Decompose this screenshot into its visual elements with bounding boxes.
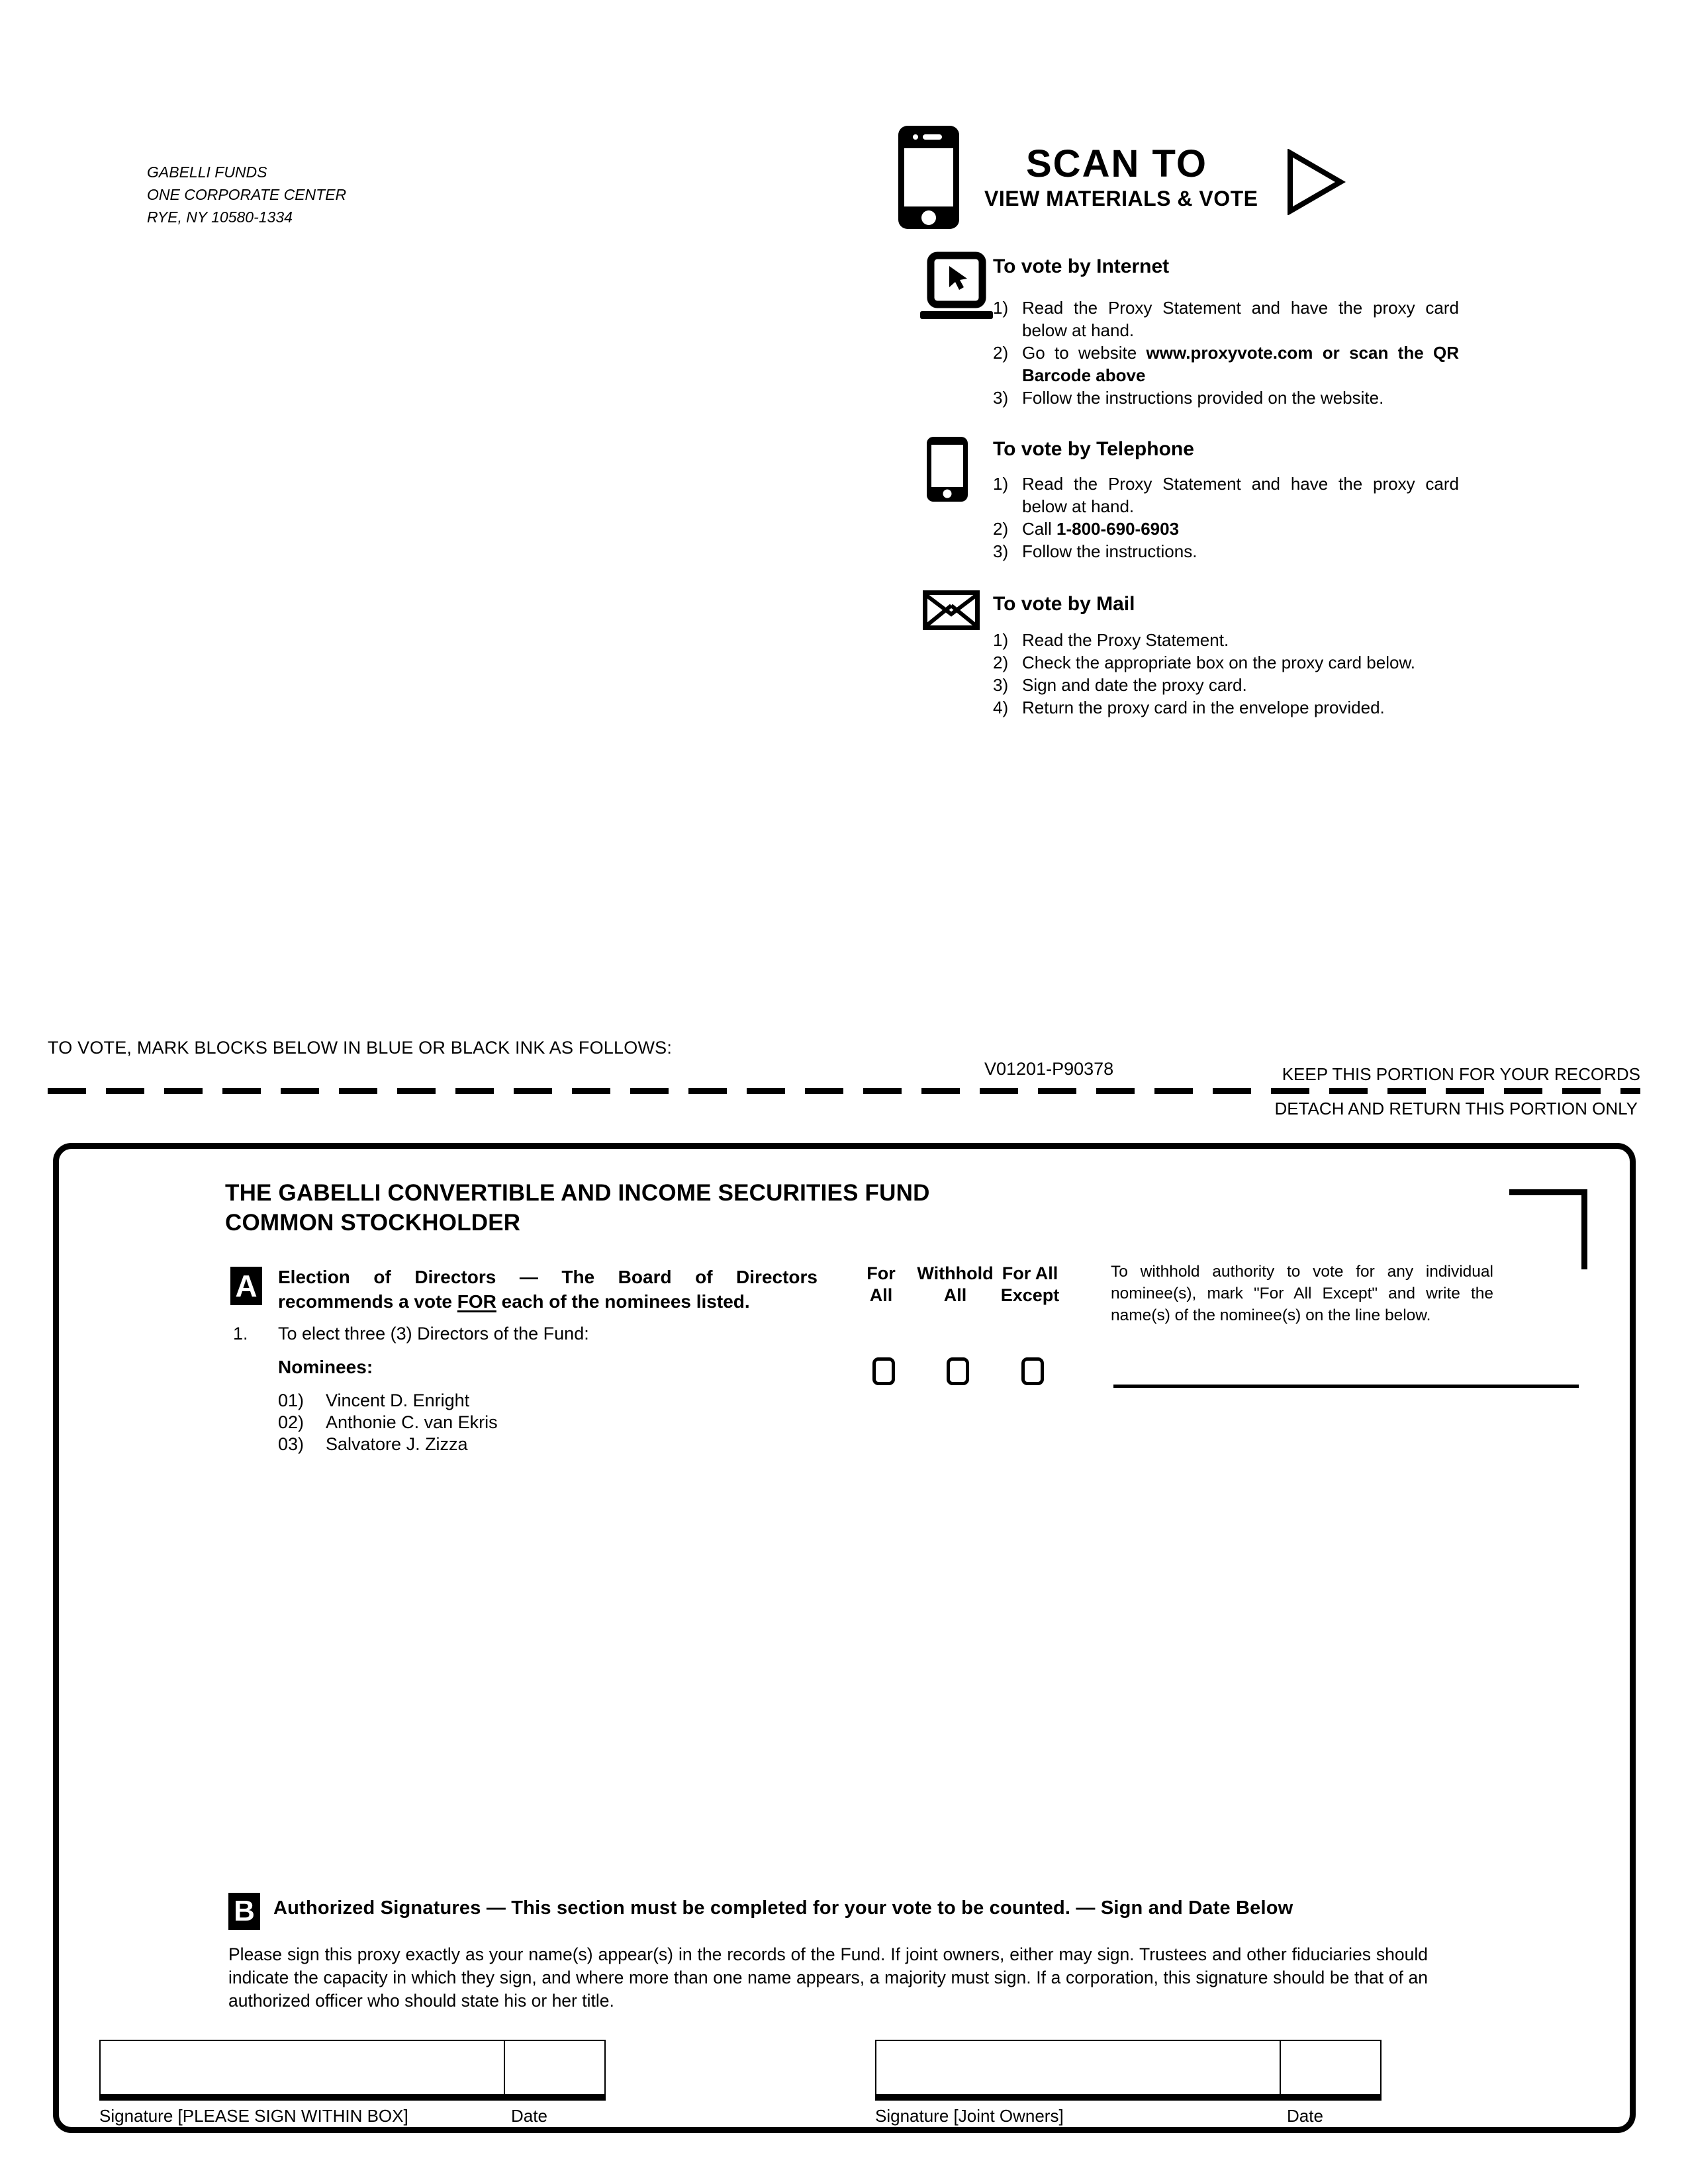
step-number: 2)	[993, 653, 1009, 672]
section-a-heading-line2	[278, 1289, 818, 1314]
detach-dashed-line	[48, 1088, 1640, 1094]
sender-name: GABELLI FUNDS	[147, 163, 267, 181]
step-text	[1022, 629, 1459, 651]
internet-step-3	[993, 387, 1483, 409]
play-triangle-icon	[1286, 149, 1346, 218]
proposal-text: To elect three (3) Directors of the Fund:	[278, 1324, 589, 1343]
step-text-part: Read the Proxy Statement and have the proxy card below at hand.	[1022, 474, 1459, 516]
internet-step-2	[993, 341, 1483, 387]
internet-step-1	[993, 296, 1483, 341]
sender-address	[147, 161, 346, 228]
step-number: 3)	[993, 541, 1009, 561]
nominees-label: Nominees:	[278, 1357, 373, 1377]
step-text-part: Read the Proxy Statement and have the proxy card below at hand.	[1022, 298, 1459, 340]
step-text-part: Call	[1022, 519, 1057, 539]
mark-instruction: TO VOTE, MARK BLOCKS BELOW IN BLUE OR BLACK INK AS FOLLOWS:	[48, 1038, 673, 1058]
signature-field-2[interactable]	[876, 2041, 1280, 2094]
column-header-line: Except	[1000, 1285, 1060, 1305]
column-header-withhold-all	[915, 1263, 995, 1306]
step-number: 1)	[993, 298, 1009, 318]
nominee-row-3	[278, 1433, 468, 1455]
internet-heading: To vote by Internet	[993, 255, 1170, 277]
step-number: 2)	[993, 343, 1009, 363]
nominee-name: Anthonie C. van Ekris	[326, 1412, 498, 1432]
step-number: 4)	[993, 698, 1009, 717]
scan-banner-subtitle: VIEW MATERIALS & VOTE	[984, 187, 1258, 210]
nominee-name: Salvatore J. Zizza	[326, 1434, 468, 1454]
step-text-part: Return the proxy card in the envelope provided.	[1022, 698, 1385, 717]
step-number: 3)	[993, 388, 1009, 408]
step-text	[1022, 651, 1459, 674]
step-text	[1022, 473, 1459, 518]
envelope-icon	[923, 590, 980, 633]
checkbox-for-all-except[interactable]	[1021, 1357, 1044, 1385]
step-text	[1022, 296, 1459, 341]
mail-steps	[993, 629, 1483, 719]
nominee-number: 01)	[278, 1390, 305, 1410]
step-number: 3)	[993, 675, 1009, 695]
signature-2-label: Signature [Joint Owners]	[875, 2106, 1064, 2126]
sender-city: RYE, NY 10580-1334	[147, 208, 293, 226]
detach-portion-note: DETACH AND RETURN THIS PORTION ONLY	[1274, 1099, 1638, 1118]
corner-mark	[1581, 1189, 1587, 1269]
nominee-name: Vincent D. Enright	[326, 1390, 470, 1410]
signature-box-2	[875, 2040, 1382, 2101]
signature-field-1[interactable]	[101, 2041, 504, 2094]
section-a-heading	[278, 1265, 818, 1314]
proxyvote-url: www.proxyvote.com or scan the QR Barcode above	[1022, 343, 1459, 385]
mail-step-3	[993, 674, 1483, 696]
internet-steps	[993, 296, 1483, 409]
control-number: V01201-P90378	[984, 1059, 1114, 1079]
nominee-number: 02)	[278, 1412, 305, 1432]
phone-icon	[927, 437, 968, 505]
laptop-cursor-icon	[920, 251, 993, 322]
step-text-part: Read the Proxy Statement.	[1022, 630, 1229, 650]
step-text-part: Sign and date the proxy card.	[1022, 675, 1247, 695]
column-header-line: All	[869, 1285, 893, 1305]
date-2-label: Date	[1287, 2106, 1323, 2126]
telephone-step-3	[993, 540, 1483, 563]
step-number: 2)	[993, 519, 1009, 539]
heading-part: each of the nominees listed.	[496, 1291, 750, 1312]
column-header-line: All	[943, 1285, 967, 1305]
telephone-step-2	[993, 518, 1483, 540]
step-text	[1022, 518, 1459, 540]
step-text	[1022, 696, 1459, 719]
corner-mark	[1509, 1189, 1587, 1195]
fund-title-line2: COMMON STOCKHOLDER	[225, 1210, 521, 1236]
checkbox-withhold-all[interactable]	[947, 1357, 969, 1385]
signature-box-1	[99, 2040, 606, 2101]
smartphone-icon	[898, 126, 959, 232]
telephone-heading: To vote by Telephone	[993, 438, 1194, 460]
step-text	[1022, 674, 1459, 696]
mail-step-4	[993, 696, 1483, 719]
heading-part: recommends a vote	[278, 1291, 457, 1312]
section-a-letter: A	[230, 1267, 262, 1305]
nominee-row-2	[278, 1412, 498, 1433]
sender-street: ONE CORPORATE CENTER	[147, 186, 347, 203]
section-b-heading: Authorized Signatures — This section must be completed for your vote to be counted. — Sign and Date Below	[273, 1897, 1293, 1919]
column-header-for-all	[841, 1263, 921, 1306]
step-text-part: Follow the instructions provided on the website.	[1022, 388, 1384, 408]
date-field-1[interactable]	[504, 2041, 604, 2094]
fund-title-line1: THE GABELLI CONVERTIBLE AND INCOME SECURITIES FUND	[225, 1180, 930, 1206]
date-field-2[interactable]	[1280, 2041, 1380, 2094]
mail-step-1	[993, 629, 1483, 651]
column-header-line: For	[867, 1263, 896, 1283]
mail-step-2	[993, 651, 1483, 674]
checkbox-for-all[interactable]	[872, 1357, 895, 1385]
step-text	[1022, 540, 1459, 563]
column-header-for-all-except	[990, 1263, 1070, 1306]
step-number: 1)	[993, 474, 1009, 494]
scan-banner-title: SCAN TO	[1026, 142, 1207, 185]
nominee-row-1	[278, 1390, 469, 1412]
fund-title	[225, 1178, 930, 1238]
proposal-number: 1.	[233, 1324, 248, 1343]
signature-instructions: Please sign this proxy exactly as your name(s) appear(s) in the records of the Fund. If joint owners, either may sign. Trustees and other fiduciaries should indicate the capacity in which they sign, and where more than one name appears, a majority must sign. If a corporation, this signature should be that of an authorized officer who should state his or her title.	[228, 1944, 1428, 2011]
section-b-letter: B	[228, 1893, 260, 1930]
step-number: 1)	[993, 630, 1009, 650]
nominee-writein-line[interactable]	[1113, 1385, 1579, 1388]
section-a-heading-line1: Election of Directors — The Board of Directors	[278, 1267, 818, 1287]
signature-1-label: Signature [PLEASE SIGN WITHIN BOX]	[99, 2106, 408, 2126]
keep-portion-note: KEEP THIS PORTION FOR YOUR RECORDS	[1282, 1064, 1640, 1084]
step-text-part: Follow the instructions.	[1022, 541, 1197, 561]
nominee-number: 03)	[278, 1434, 305, 1454]
step-text	[1022, 387, 1459, 409]
step-text-part: Go to website	[1022, 343, 1147, 363]
telephone-steps	[993, 473, 1483, 563]
date-1-label: Date	[511, 2106, 547, 2126]
telephone-step-1	[993, 473, 1483, 518]
step-text	[1022, 341, 1459, 387]
phone-number: 1-800-690-6903	[1056, 519, 1180, 539]
step-text-part: Check the appropriate box on the proxy card below.	[1022, 653, 1416, 672]
column-header-line: Withhold	[917, 1263, 994, 1283]
mail-heading: To vote by Mail	[993, 593, 1135, 615]
withhold-instructions: To withhold authority to vote for any individual nominee(s), mark "For All Except" and write the name(s) of the nominee(s) on the line below.	[1111, 1263, 1493, 1324]
column-header-line: For All	[1002, 1263, 1058, 1283]
for-emphasis: FOR	[457, 1291, 496, 1312]
